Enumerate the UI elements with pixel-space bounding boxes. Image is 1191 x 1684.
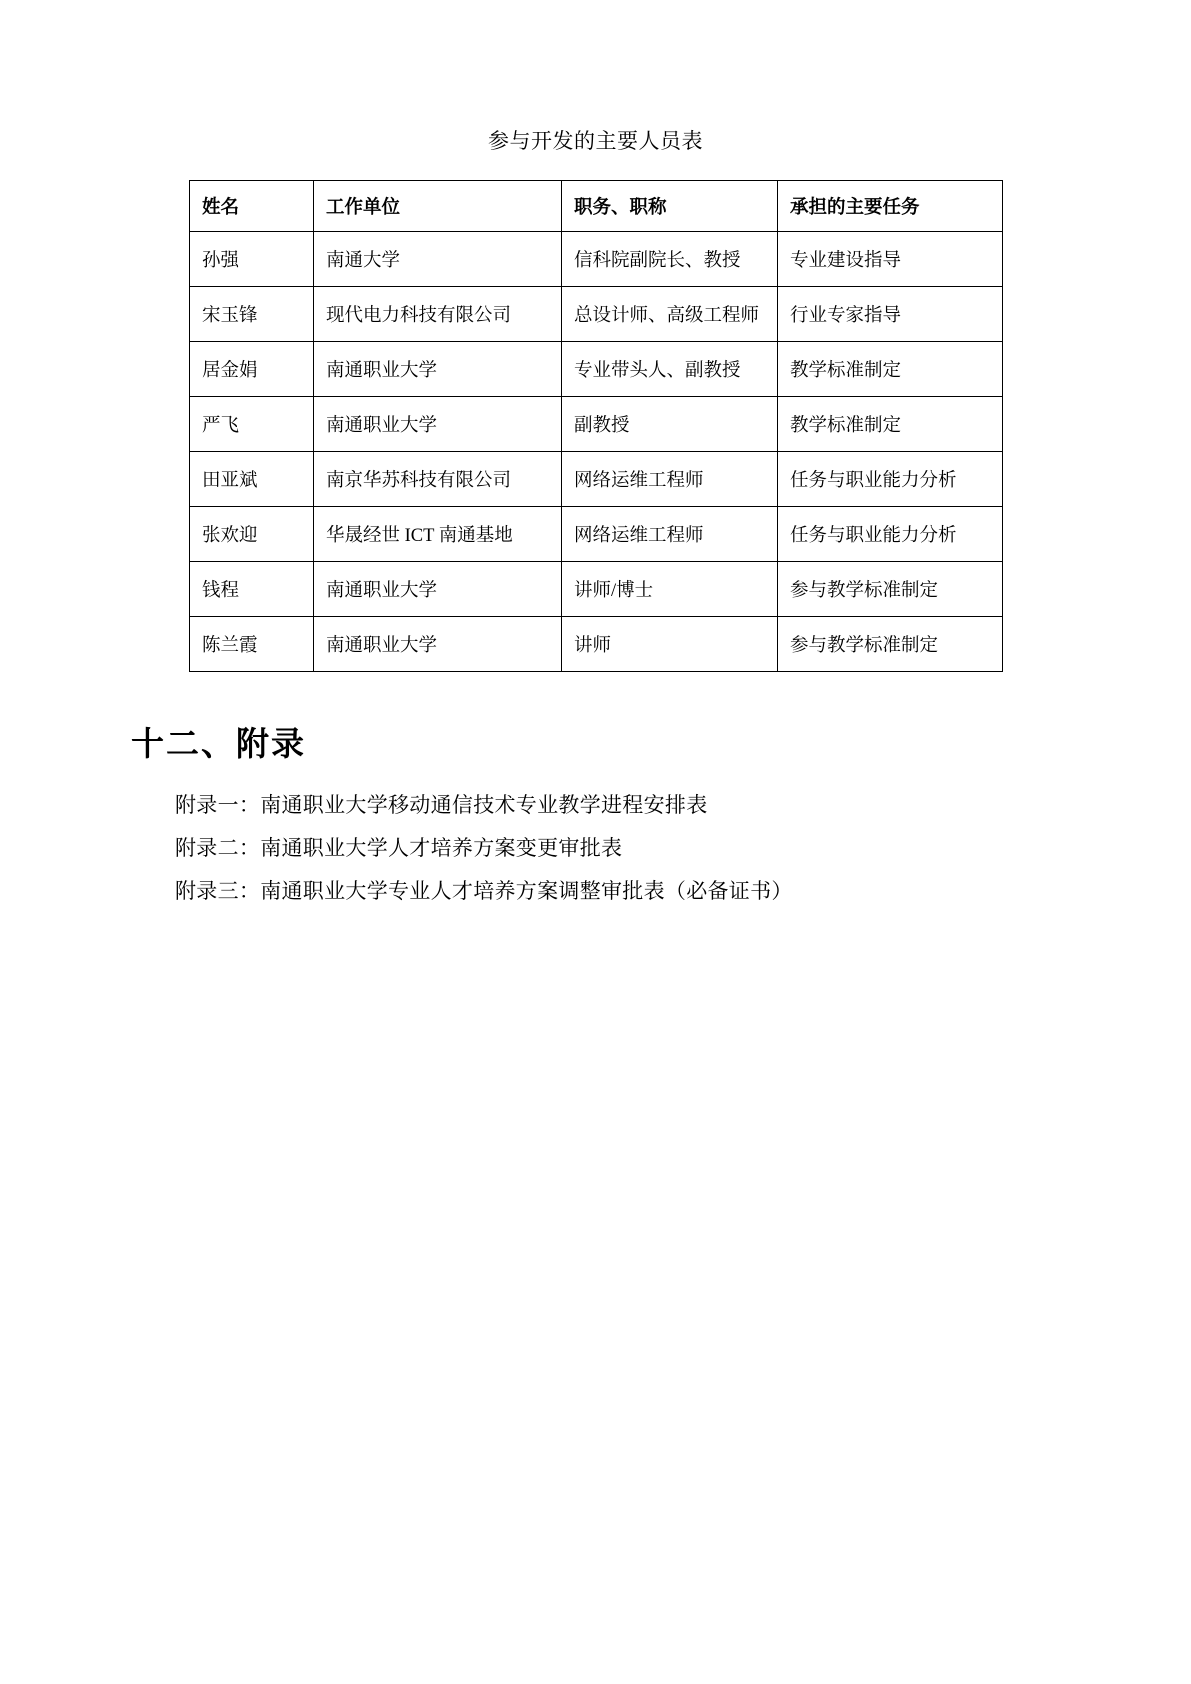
cell-organization: 华晟经世 ICT 南通基地 bbox=[314, 507, 562, 562]
cell-organization: 南通职业大学 bbox=[314, 342, 562, 397]
cell-organization: 南京华苏科技有限公司 bbox=[314, 452, 562, 507]
table-row bbox=[190, 287, 1003, 342]
cell-position: 专业带头人、副教授 bbox=[562, 342, 778, 397]
section-heading-appendix: 十二、附录 bbox=[131, 725, 306, 762]
table-header-row bbox=[190, 181, 1003, 232]
cell-name: 钱程 bbox=[190, 562, 314, 617]
cell-organization: 南通职业大学 bbox=[314, 617, 562, 672]
cell-organization: 南通大学 bbox=[314, 232, 562, 287]
cell-name: 严飞 bbox=[190, 397, 314, 452]
list-item: 附录一：南通职业大学移动通信技术专业教学进程安排表 bbox=[175, 793, 708, 817]
cell-name: 宋玉锋 bbox=[190, 287, 314, 342]
cell-position: 网络运维工程师 bbox=[562, 452, 778, 507]
cell-position: 网络运维工程师 bbox=[562, 507, 778, 562]
table-row bbox=[190, 232, 1003, 287]
list-item: 附录三：南通职业大学专业人才培养方案调整审批表（必备证书） bbox=[175, 879, 793, 903]
staff-table bbox=[189, 180, 1003, 672]
table-row bbox=[190, 342, 1003, 397]
cell-name: 张欢迎 bbox=[190, 507, 314, 562]
table-body bbox=[190, 232, 1003, 672]
cell-task: 任务与职业能力分析 bbox=[778, 452, 1003, 507]
appendix-list bbox=[0, 765, 1191, 902]
cell-task: 专业建设指导 bbox=[778, 232, 1003, 287]
column-header-name: 姓名 bbox=[190, 181, 314, 232]
table-row bbox=[190, 617, 1003, 672]
cell-position: 讲师/博士 bbox=[562, 562, 778, 617]
cell-position: 讲师 bbox=[562, 617, 778, 672]
list-item: 附录二：南通职业大学人才培养方案变更审批表 bbox=[175, 836, 623, 860]
table-row bbox=[190, 452, 1003, 507]
cell-task: 教学标准制定 bbox=[778, 342, 1003, 397]
column-header-position: 职务、职称 bbox=[562, 181, 778, 232]
cell-position: 总设计师、高级工程师 bbox=[562, 287, 778, 342]
cell-organization: 现代电力科技有限公司 bbox=[314, 287, 562, 342]
table-row bbox=[190, 397, 1003, 452]
cell-task: 参与教学标准制定 bbox=[778, 562, 1003, 617]
column-header-organization: 工作单位 bbox=[314, 181, 562, 232]
table-row bbox=[190, 562, 1003, 617]
cell-task: 行业专家指导 bbox=[778, 287, 1003, 342]
cell-name: 陈兰霞 bbox=[190, 617, 314, 672]
table-header bbox=[190, 181, 1003, 232]
column-header-task: 承担的主要任务 bbox=[778, 181, 1003, 232]
cell-name: 孙强 bbox=[190, 232, 314, 287]
cell-position: 信科院副院长、教授 bbox=[562, 232, 778, 287]
cell-organization: 南通职业大学 bbox=[314, 562, 562, 617]
table-row bbox=[190, 507, 1003, 562]
cell-name: 田亚斌 bbox=[190, 452, 314, 507]
cell-name: 居金娟 bbox=[190, 342, 314, 397]
staff-table-container bbox=[189, 180, 1002, 672]
cell-task: 教学标准制定 bbox=[778, 397, 1003, 452]
cell-position: 副教授 bbox=[562, 397, 778, 452]
cell-organization: 南通职业大学 bbox=[314, 397, 562, 452]
cell-task: 任务与职业能力分析 bbox=[778, 507, 1003, 562]
table-caption: 参与开发的主要人员表 bbox=[488, 129, 703, 153]
cell-task: 参与教学标准制定 bbox=[778, 617, 1003, 672]
